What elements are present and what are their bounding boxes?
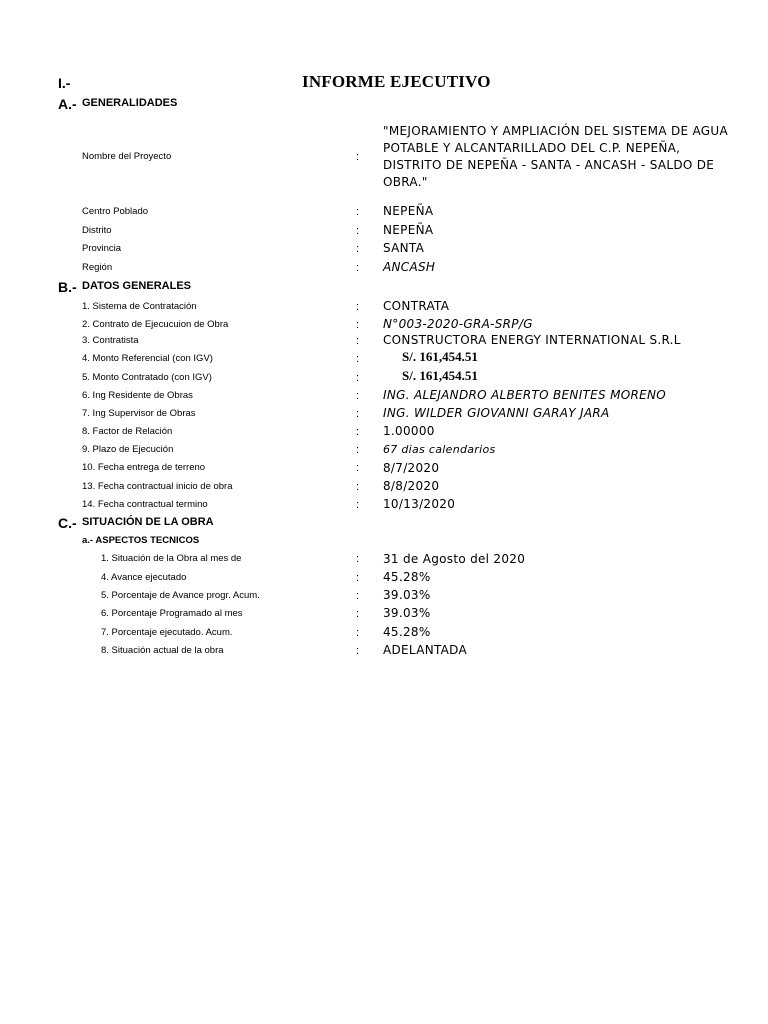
separator-colon: :	[356, 225, 360, 237]
field-label-ing-supervisor: 7. Ing Supervisor de Obras	[82, 408, 196, 419]
separator-colon: :	[356, 319, 360, 331]
field-value-programado-mes: 39.03%	[383, 606, 431, 620]
separator-colon: :	[356, 572, 360, 584]
field-value-avance-programado-acum: 39.03%	[383, 588, 431, 602]
separator-colon: :	[356, 372, 360, 384]
separator-colon: :	[356, 243, 360, 255]
separator-colon: :	[356, 151, 360, 163]
field-label-fecha-entrega: 10. Fecha entrega de terreno	[82, 462, 206, 473]
section-roman-numeral: I.-	[58, 75, 71, 91]
separator-colon: :	[356, 262, 360, 274]
field-value-distrito: NEPEÑA	[383, 223, 434, 237]
field-value-factor-relacion: 1.00000	[383, 424, 435, 438]
field-value-situacion-mes: 31 de Agosto del 2020	[383, 552, 526, 566]
field-label-centro-poblado: Centro Poblado	[82, 206, 149, 217]
section-c-letter: C.-	[58, 515, 77, 531]
separator-colon: :	[356, 590, 360, 602]
field-label-avance-ejecutado: 4. Avance ejecutado	[101, 572, 187, 583]
field-value-fecha-entrega: 8/7/2020	[383, 461, 440, 475]
separator-colon: :	[356, 353, 360, 365]
field-label-ejecutado-acum: 7. Porcentaje ejecutado. Acum.	[101, 627, 233, 638]
field-value-fecha-termino: 10/13/2020	[383, 497, 456, 511]
page-title: INFORME EJECUTIVO	[302, 72, 491, 91]
field-label-monto-referencial: 4. Monto Referencial (con IGV)	[82, 353, 213, 364]
field-value-centro-poblado: NEPEÑA	[383, 204, 434, 218]
separator-colon: :	[356, 499, 360, 511]
field-label-region: Región	[82, 262, 113, 273]
field-value-avance-ejecutado: 45.28%	[383, 570, 431, 584]
field-label-programado-mes: 6. Porcentaje Programado al mes	[101, 608, 243, 619]
project-name-label: Nombre del Proyecto	[82, 151, 172, 162]
field-label-avance-programado-acum: 5. Porcentaje de Avance progr. Acum.	[101, 590, 260, 601]
field-label-fecha-termino: 14. Fecha contractual termino	[82, 499, 208, 510]
section-a-letter: A.-	[58, 96, 77, 112]
separator-colon: :	[356, 408, 360, 420]
field-label-situacion-actual: 8. Situación actual de la obra	[101, 645, 224, 656]
separator-colon: :	[356, 335, 360, 347]
field-label-factor-relacion: 8. Factor de Relación	[82, 426, 173, 437]
section-b-title: DATOS GENERALES	[82, 280, 191, 292]
field-value-fecha-inicio: 8/8/2020	[383, 479, 440, 493]
field-label-ing-residente: 6. Ing Residente de Obras	[82, 390, 193, 401]
field-value-situacion-actual: ADELANTADA	[383, 643, 468, 657]
section-b-letter: B.-	[58, 279, 77, 295]
separator-colon: :	[356, 481, 360, 493]
field-label-monto-contratado: 5. Monto Contratado (con IGV)	[82, 372, 212, 383]
separator-colon: :	[356, 462, 360, 474]
field-value-contrato: N°003-2020-GRA-SRP/G	[383, 317, 533, 331]
separator-colon: :	[356, 206, 360, 218]
field-label-contratista: 3. Contratista	[82, 335, 139, 346]
field-value-ejecutado-acum: 45.28%	[383, 625, 431, 639]
separator-colon: :	[356, 645, 360, 657]
field-label-sistema-contratacion: 1. Sistema de Contratación	[82, 301, 197, 312]
separator-colon: :	[356, 553, 360, 565]
project-name-value: "MEJORAMIENTO Y AMPLIACIÓN DEL SISTEMA DE AGUA POTABLE Y ALCANTARILLADO DEL C.P. NEPEÑA, DISTRITO DE NEPEÑA - SANTA - ANCASH - SALDO DE OBRA."	[383, 124, 728, 189]
field-value-plazo-ejecucion: 67 dias calendarios	[383, 443, 496, 456]
section-a-title: GENERALIDADES	[82, 97, 178, 109]
separator-colon: :	[356, 426, 360, 438]
field-value-monto-contratado: S/. 161,454.51	[402, 368, 478, 383]
separator-colon: :	[356, 444, 360, 456]
field-value-ing-supervisor: ING. WILDER GIOVANNI GARAY JARA	[383, 406, 610, 420]
field-value-contratista: CONSTRUCTORA ENERGY INTERNATIONAL S.R.L	[383, 333, 681, 347]
field-value-sistema-contratacion: CONTRATA	[383, 299, 450, 313]
field-label-distrito: Distrito	[82, 225, 112, 236]
field-value-region: ANCASH	[383, 260, 436, 274]
section-c-title: SITUACIÓN DE LA OBRA	[82, 516, 214, 528]
separator-colon: :	[356, 390, 360, 402]
separator-colon: :	[356, 627, 360, 639]
field-label-fecha-inicio: 13. Fecha contractual inicio de obra	[82, 481, 233, 492]
separator-colon: :	[356, 301, 360, 313]
field-label-provincia: Provincia	[82, 243, 122, 254]
field-label-contrato: 2. Contrato de Ejecucuion de Obra	[82, 319, 229, 330]
field-value-provincia: SANTA	[383, 241, 425, 255]
field-label-situacion-mes: 1. Situación de la Obra al mes de	[101, 553, 242, 564]
field-value-ing-residente: ING. ALEJANDRO ALBERTO BENITES MORENO	[383, 388, 667, 402]
separator-colon: :	[356, 608, 360, 620]
section-c-subtitle: a.- ASPECTOS TECNICOS	[82, 535, 200, 546]
field-value-monto-referencial: S/. 161,454.51	[402, 349, 478, 364]
field-label-plazo-ejecucion: 9. Plazo de Ejecución	[82, 444, 174, 455]
